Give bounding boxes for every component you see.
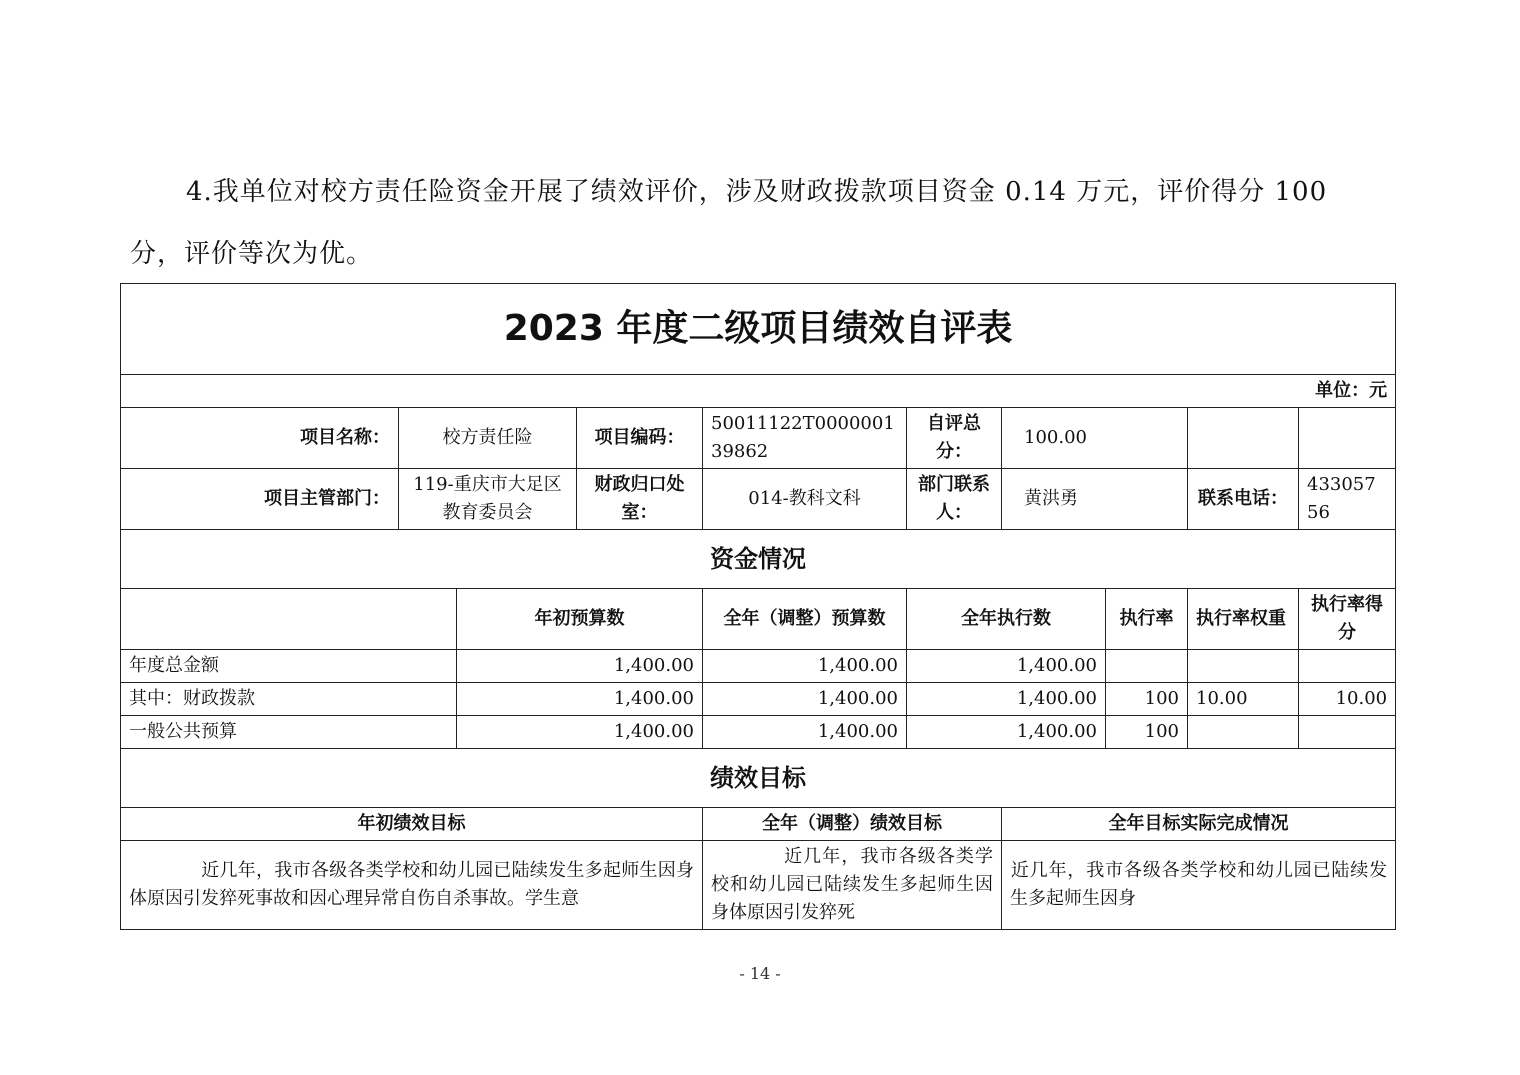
funds-header-weight: 执行率权重 <box>1188 589 1299 650</box>
goals-initial-text: 近几年，我市各级各类学校和幼儿园已陆续发生多起师生因身体原因引发猝死事故和因心理异常自伤自杀事故。学生意 <box>129 860 694 909</box>
phone-value: 43305756 <box>1299 469 1396 530</box>
funds-cell-initial: 1,400.00 <box>457 683 703 716</box>
funds-cell-rate <box>1106 650 1188 683</box>
funds-cell-adjusted: 1,400.00 <box>703 650 907 683</box>
dept-label: 项目主管部门： <box>121 469 399 530</box>
project-code-label: 项目编码： <box>577 408 703 469</box>
funds-cell-score: 10.00 <box>1299 683 1396 716</box>
funds-header-executed: 全年执行数 <box>907 589 1106 650</box>
project-name-value: 校方责任险 <box>399 408 577 469</box>
funds-cell-initial: 1,400.00 <box>457 716 703 749</box>
funds-cell-rate: 100 <box>1106 716 1188 749</box>
funds-header-adjusted: 全年（调整）预算数 <box>703 589 907 650</box>
funds-header-initial: 年初预算数 <box>457 589 703 650</box>
funds-row-label: 其中：财政拨款 <box>121 683 457 716</box>
table-row <box>121 650 1396 683</box>
funds-cell-weight <box>1188 650 1299 683</box>
funds-cell-weight <box>1188 716 1299 749</box>
funds-row-label: 年度总金额 <box>121 650 457 683</box>
funds-section-title: 资金情况 <box>121 530 1396 589</box>
funds-header-blank <box>121 589 457 650</box>
project-name-label: 项目名称： <box>121 408 399 469</box>
intro-text-1: 4.我单位对校方责任险资金开展了绩效评价，涉及财政拨款项目资金 0.14 万元，评价得分 100 <box>186 177 1328 207</box>
finance-office-label: 财政归口处室： <box>577 469 703 530</box>
table-row <box>121 683 1396 716</box>
funds-cell-executed: 1,400.00 <box>907 683 1106 716</box>
performance-self-evaluation-table <box>120 283 1396 930</box>
intro-paragraph-line2: 分，评价等次为优。 <box>130 239 374 269</box>
goals-header-actual: 全年目标实际完成情况 <box>1002 808 1396 841</box>
dept-value: 119-重庆市大足区教育委员会 <box>399 469 577 530</box>
goals-actual-text: 近几年，我市各级各类学校和幼儿园已陆续发生多起师生因身 <box>1010 860 1388 909</box>
unit-label: 单位：元 <box>121 375 1396 408</box>
funds-cell-score <box>1299 650 1396 683</box>
empty-cell <box>1299 408 1396 469</box>
goals-header-initial: 年初绩效目标 <box>121 808 703 841</box>
project-code-value: 50011122T000000139862 <box>703 408 907 469</box>
funds-cell-adjusted: 1,400.00 <box>703 683 907 716</box>
funds-header-rate: 执行率 <box>1106 589 1188 650</box>
empty-cell <box>1188 408 1299 469</box>
phone-label: 联系电话： <box>1188 469 1299 530</box>
self-score-label: 自评总分： <box>907 408 1002 469</box>
contact-value: 黄洪勇 <box>1002 469 1188 530</box>
funds-cell-rate: 100 <box>1106 683 1188 716</box>
funds-cell-weight: 10.00 <box>1188 683 1299 716</box>
page-number: - 14 - <box>739 964 781 983</box>
goals-initial-text-cell <box>121 841 703 930</box>
funds-cell-adjusted: 1,400.00 <box>703 716 907 749</box>
contact-label: 部门联系人： <box>907 469 1002 530</box>
intro-paragraph-line1 <box>130 162 1385 222</box>
funds-cell-executed: 1,400.00 <box>907 716 1106 749</box>
goals-adjusted-text: 近几年，我市各级各类学校和幼儿园已陆续发生多起师生因身体原因引发猝死 <box>711 846 993 923</box>
funds-row-label: 一般公共预算 <box>121 716 457 749</box>
goals-adjusted-text-cell <box>703 841 1002 930</box>
funds-cell-initial: 1,400.00 <box>457 650 703 683</box>
self-score-value: 100.00 <box>1002 408 1188 469</box>
table-row <box>121 716 1396 749</box>
goals-actual-text-cell <box>1002 841 1396 930</box>
goals-section-title: 绩效目标 <box>121 749 1396 808</box>
funds-cell-score <box>1299 716 1396 749</box>
finance-office-value: 014-教科文科 <box>703 469 907 530</box>
funds-header-score: 执行率得分 <box>1299 589 1396 650</box>
form-title: 2023 年度二级项目绩效自评表 <box>121 284 1396 375</box>
funds-cell-executed: 1,400.00 <box>907 650 1106 683</box>
goals-header-adjusted: 全年（调整）绩效目标 <box>703 808 1002 841</box>
